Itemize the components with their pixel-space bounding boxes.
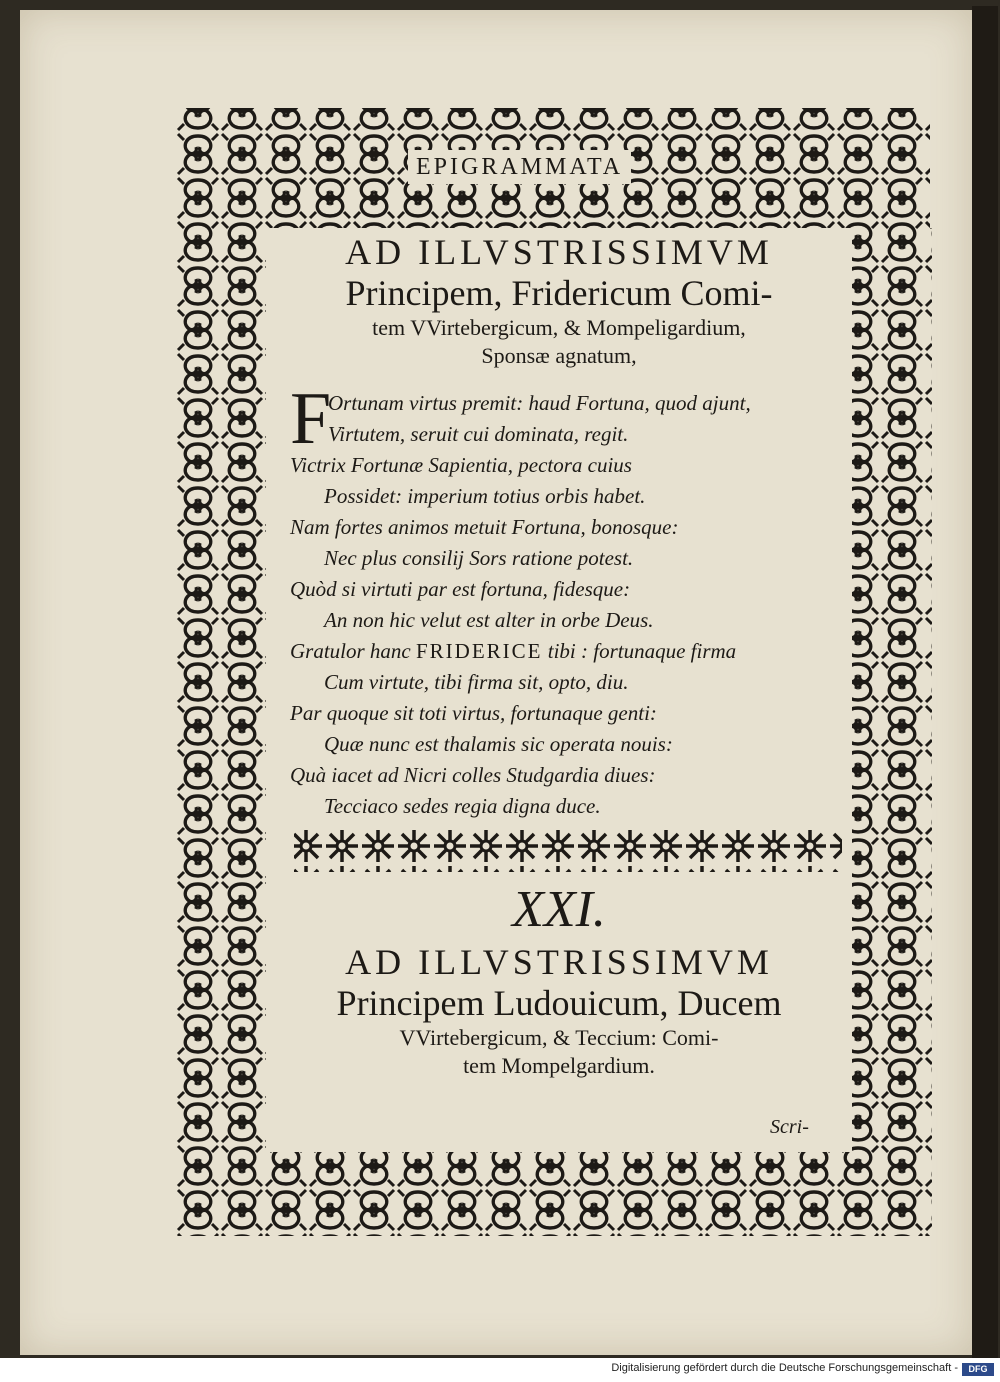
gratulor-post: tibi : fortunaque firma bbox=[542, 639, 737, 663]
poem-line: Par quoque sit toti virtus, fortunaque genti: bbox=[290, 701, 657, 725]
heading-line-3: tem VVirtebergicum, & Mompeligardium, bbox=[372, 315, 746, 340]
heading-line-2: Principem, Fridericum Comi- bbox=[345, 273, 773, 313]
poem-line-gratulor bbox=[290, 636, 850, 667]
footer-bar bbox=[0, 1358, 1000, 1382]
first-heading bbox=[270, 232, 848, 370]
poem-line: Ortunam virtus premit: haud Fortuna, quod ajunt, bbox=[328, 391, 751, 415]
poem bbox=[290, 378, 850, 822]
funding-notice[interactable]: Digitalisierung gefördert durch die Deutsche Forschungsgemeinschaft - bbox=[611, 1362, 958, 1374]
heading-line-3: VVirtebergicum, & Teccium: Comi- bbox=[399, 1025, 719, 1050]
poem-line: Quæ nunc est thalamis sic operata nouis: bbox=[324, 732, 673, 756]
poem-line: Quà iacet ad Nicri colles Studgardia diues: bbox=[290, 763, 656, 787]
second-heading bbox=[270, 942, 848, 1080]
dfg-logo[interactable]: DFG bbox=[962, 1363, 994, 1376]
poem-line: Possidet: imperium totius orbis habet. bbox=[324, 484, 646, 508]
heading-line-4: Sponsæ agnatum, bbox=[481, 343, 637, 368]
gratulor-name: FRIDERICE bbox=[416, 639, 543, 663]
heading-line-2: Principem Ludouicum, Ducem bbox=[336, 983, 782, 1023]
catchword: Scri- bbox=[770, 1116, 809, 1138]
gratulor-pre: Gratulor hanc bbox=[290, 639, 416, 663]
poem-line: Nec plus consilij Sors ratione potest. bbox=[324, 546, 634, 570]
section-header: EPIGRAMMATA bbox=[408, 150, 631, 184]
heading-line-1: AD ILLVSTRISSIMVM bbox=[345, 942, 773, 982]
poem-line: Quòd si virtuti par est fortuna, fidesque: bbox=[290, 577, 631, 601]
heading-line-1: AD ILLVSTRISSIMVM bbox=[345, 232, 773, 272]
poem-line: Tecciaco sedes regia digna duce. bbox=[324, 794, 601, 818]
poem-line: Nam fortes animos metuit Fortuna, bonosque: bbox=[290, 515, 679, 539]
poem-line: Cum virtute, tibi firma sit, opto, diu. bbox=[324, 670, 629, 694]
poem-line: Victrix Fortunæ Sapientia, pectora cuius bbox=[290, 453, 632, 477]
poem-line: Virtutem, seruit cui dominata, regit. bbox=[328, 422, 629, 446]
heading-line-4: tem Mompelgardium. bbox=[463, 1053, 655, 1078]
epigram-number: XXI. bbox=[512, 881, 606, 938]
drop-capital: F bbox=[290, 378, 332, 460]
poem-line: An non hic velut est alter in orbe Deus. bbox=[324, 608, 654, 632]
